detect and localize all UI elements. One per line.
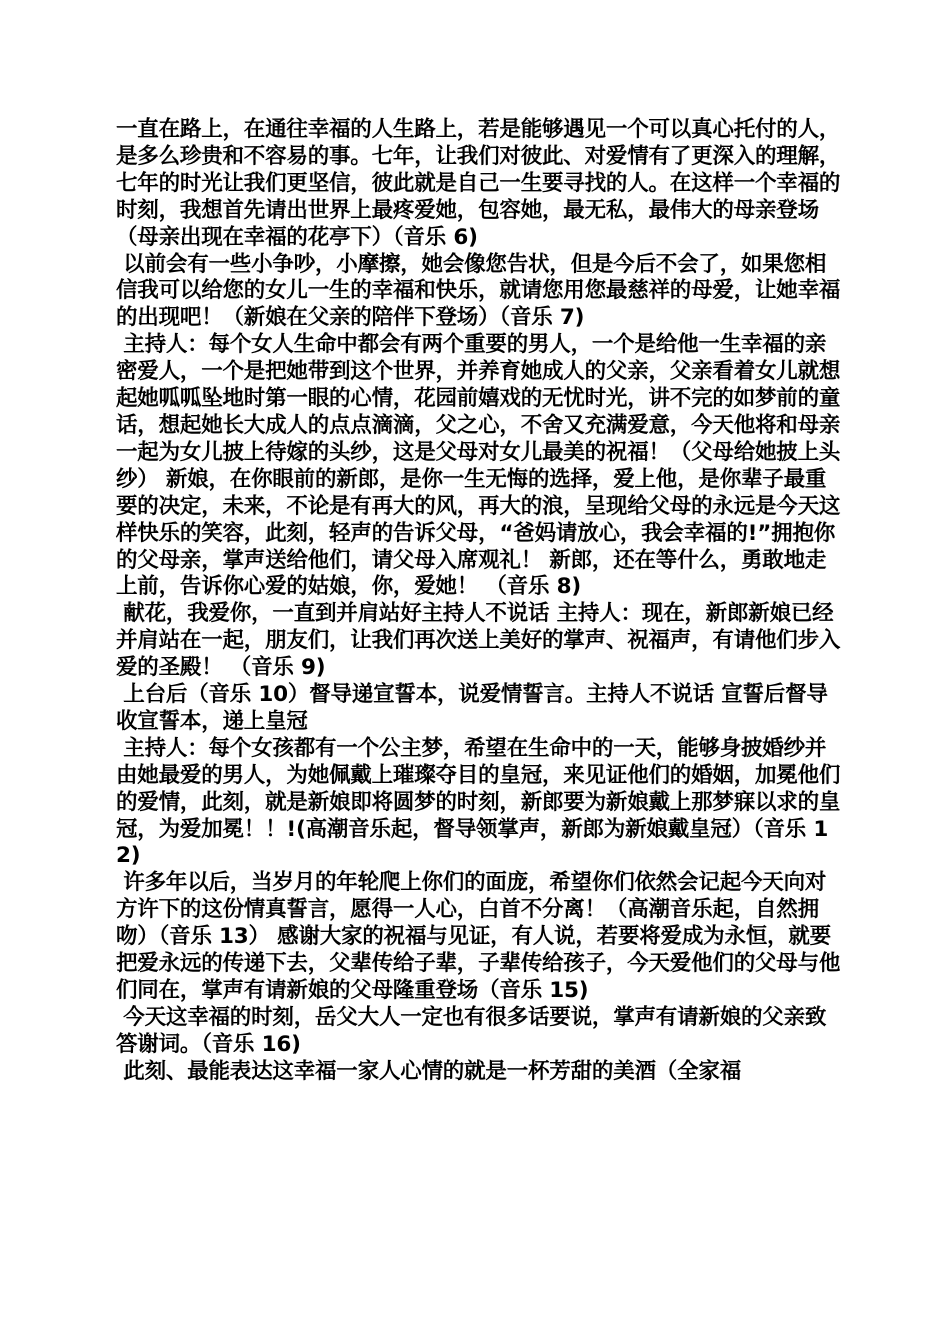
paragraph-4: 献花，我爱你，一直到并肩站好主持人不说话 主持人：现在，新郎新娘已经并肩站在一起，朋友们，让我们再次送上美好的掌声、祝福声，有请他们步入爱的圣殿！ （音乐 9) (116, 601, 841, 681)
document-body (116, 117, 844, 1086)
paragraph-3: 主持人：每个女人生命中都会有两个重要的男人，一个是给他一生幸福的亲密爱人，一个是把她带到这个世界，并养育她成人的父亲，父亲看着女儿就想起她呱呱坠地时第一眼的心情，花园前嬉戏的无忧时光，讲不完的如梦前的童话，想起她长大成人的点点滴滴，父之心，不舍又充满爱意，今天他将和母亲一起为女儿披上待嫁的头纱，这是父母对女儿最美的祝福！（父母给她披上头纱） 新娘，在你眼前的新郎，是你一生无悔的选择，爱上他，是你辈子最重要的决定，未来，不论是有再大的风，再大的浪，呈现给父母的永远是今天这样快乐的笑容，此刻，轻声的告诉父母，“爸妈请放心，我会幸福的!”拥抱你的父母亲，掌声送给他们，请父母入席观礼！ 新郎，还在等什么，勇敢地走上前，告诉你心爱的姑娘，你，爱她！ （音乐 8) (116, 332, 841, 600)
paragraph-6: 主持人：每个女孩都有一个公主梦，希望在生命中的一天，能够身披婚纱并由她最爱的男人，为她佩戴上璀璨夺目的皇冠，来见证他们的婚姻，加冕他们的爱情，此刻，就是新娘即将圆梦的时刻，新郎要为新娘戴上那梦寐以求的皇冠，为爱加冕！！!(高潮音乐起，督导领掌声，新郎为新娘戴皇冠）（音乐 12) (116, 735, 841, 869)
paragraph-5: 上台后（音乐 10）督导递宣誓本，说爱情誓言。主持人不说话 宣誓后督导收宣誓本，递上皇冠 (116, 682, 828, 734)
paragraph-7: 许多年以后，当岁月的年轮爬上你们的面庞，希望你们依然会记起今天向对方许下的这份情真誓言，愿得一人心，白首不分离！（高潮音乐起，自然拥吻）（音乐 13） 感谢大家的祝福与见证，有人说，若要将爱成为永恒，就要把爱永远的传递下去，父辈传给子辈，子辈传给孩子，今天爱他们的父母与他们同在，掌声有请新娘的父母隆重登场（音乐 15) (116, 870, 841, 1003)
paragraph-8: 今天这幸福的时刻，岳父大人一定也有很多话要说，掌声有请新娘的父亲致答谢词。（音乐 16) (116, 1004, 827, 1057)
paragraph-1: 一直在路上，在通往幸福的人生路上，若是能够遇见一个可以真心托付的人，是多么珍贵和不容易的事。七年，让我们对彼此、对爱情有了更深入的理解，七年的时光让我们更坚信，彼此就是自己一生要寻找的人。在这样一个幸福的时刻，我想首先请出世界上最疼爱她，包容她，最无私，最伟大的母亲登场（母亲出现在幸福的花亭下）（音乐 6) (116, 117, 841, 250)
paragraph-9: 此刻、最能表达这幸福一家人心情的就是一杯芳甜的美酒（全家福 (116, 1058, 742, 1084)
paragraph-2: 以前会有一些小争吵，小摩擦，她会像您告状，但是今后不会了，如果您相信我可以给您的女儿一生的幸福和快乐，就请您用您最慈祥的母爱，让她幸福的出现吧！（新娘在父亲的陪伴下登场）（音乐 7) (116, 251, 841, 331)
